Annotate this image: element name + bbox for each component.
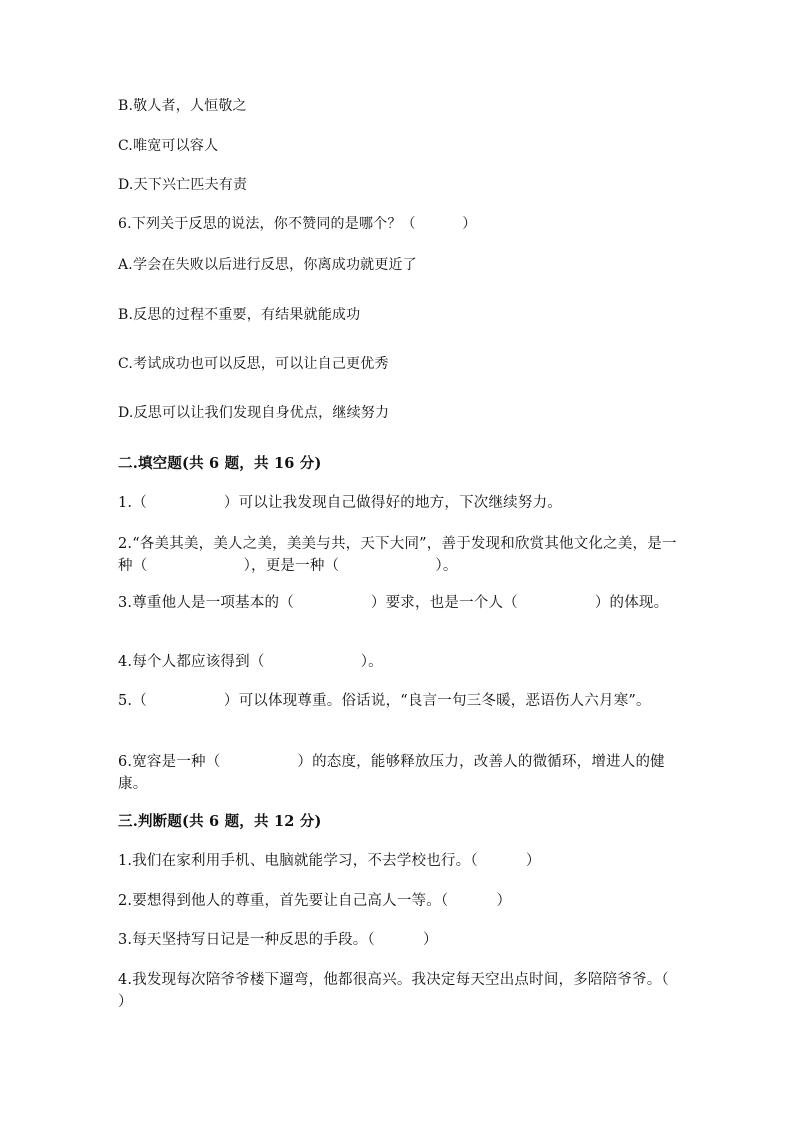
q5-option-c: C.唯宽可以容人 (118, 138, 219, 154)
judge-question-2: 2.要想得到他人的尊重，首先要让自己高人一等。（ ） (118, 893, 512, 909)
fill-question-6: 6.宽容是一种（ ）的态度，能够释放压力，改善人的微循环，增进人的健康。 (118, 754, 665, 792)
section3-title: 三.判断题(共 6 题，共 12 分) (118, 813, 322, 830)
q5-option-b: B.敬人者，人恒敬之 (118, 98, 247, 114)
q5-option-d: D.天下兴亡匹夫有责 (118, 177, 248, 193)
judge-question-3: 3.每天坚持写日记是一种反思的手段。（ ） (118, 932, 438, 948)
q6-option-c: C.考试成功也可以反思，可以让自己更优秀 (118, 356, 389, 372)
q6-option-a: A.学会在失败以后进行反思，你离成功就更近了 (118, 257, 417, 273)
q6-option-b: B.反思的过程不重要，有结果就能成功 (118, 307, 361, 323)
judge-question-1: 1.我们在家利用手机、电脑就能学习，不去学校也行。（ ） (118, 853, 541, 869)
fill-question-1: 1.（ ）可以让我发现自己做得好的地方，下次继续努力。 (118, 495, 562, 511)
judge-question-4: 4.我发现每次陪爷爷楼下遛弯，他都很高兴。我决定每天空出点时间，多陪陪爷爷。（ ） (118, 972, 717, 1010)
fill-question-5: 5.（ ）可以体现尊重。俗话说，“良言一句三冬暖，恶语伤人六月寒”。 (118, 693, 651, 709)
q6-option-d: D.反思可以让我们发现自身优点，继续努力 (118, 405, 390, 421)
fill-question-4: 4.每个人都应该得到（ ）。 (118, 654, 383, 670)
q6-stem: 6.下列关于反思的说法，你不赞同的是哪个？（ ） (118, 216, 477, 232)
section2-title: 二.填空题(共 6 题，共 16 分) (118, 455, 322, 472)
fill-question-3: 3.尊重他人是一项基本的（ ）要求，也是一个人（ ）的体现。 (118, 595, 669, 611)
fill-question-2: 2.“各美其美，美人之美，美美与共，天下大同”，善于发现和欣赏其他文化之美，是一种（ ），更是一种（ ）。 (118, 536, 677, 574)
